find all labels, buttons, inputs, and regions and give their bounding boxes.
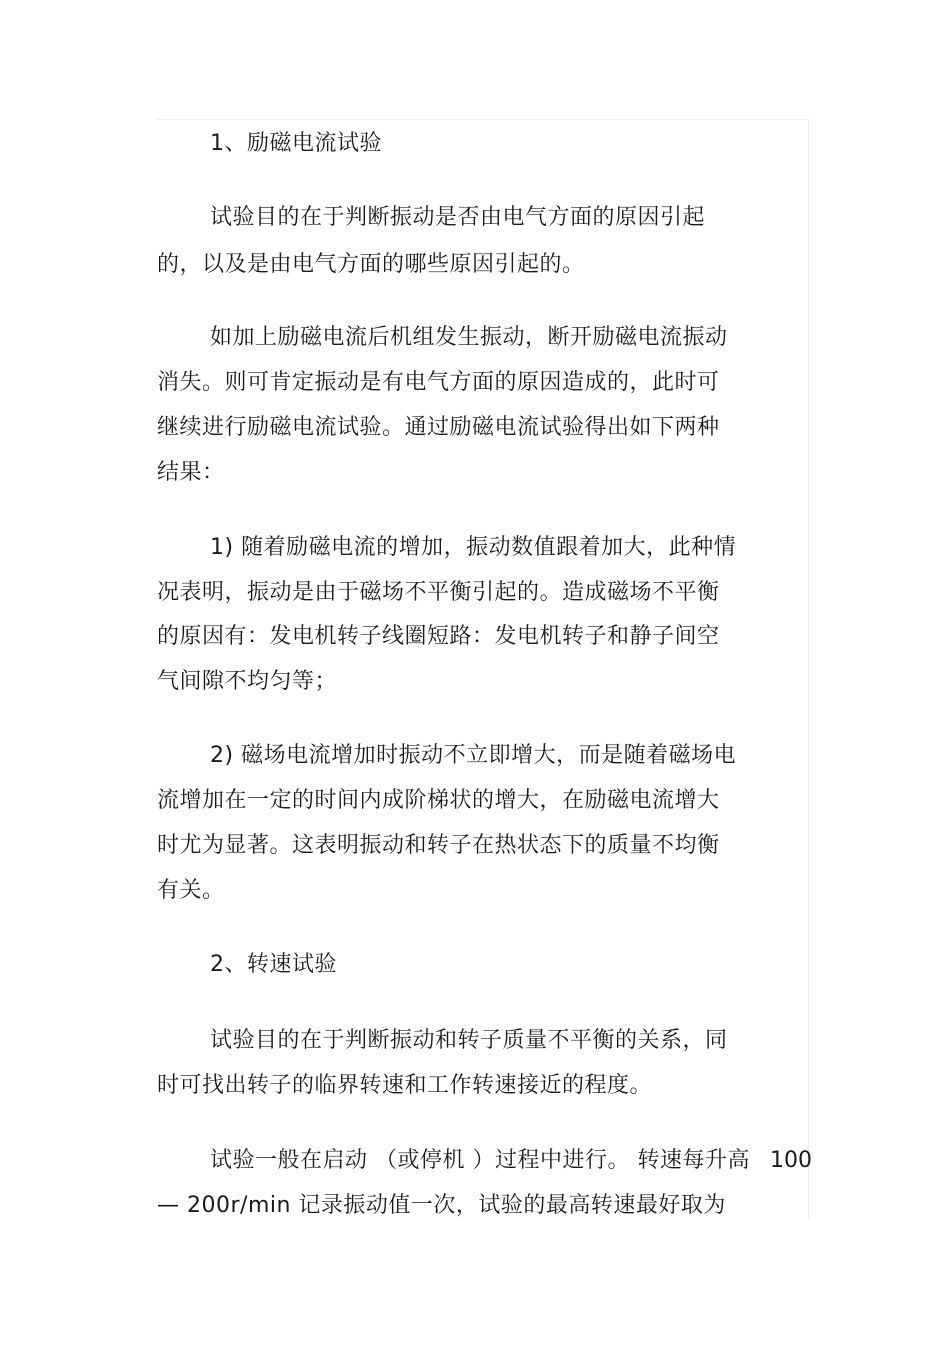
paragraph-line: 2) 磁场电流增加时振动不立即增大，而是随着磁场电 (210, 743, 737, 768)
paragraph-line: 试验目的在于判断振动是否由电气方面的原因引起 (210, 205, 706, 230)
paragraph-line: 1) 随着励磁电流的增加，振动数值跟着加大，此种情 (210, 535, 737, 560)
paragraph-line: 的原因有：发电机转子线圈短路：发电机转子和静子间空 (157, 624, 720, 649)
paragraph-line: 时尤为显著。这表明振动和转子在热状态下的质量不均衡 (157, 833, 720, 858)
paragraph-line: 消失。则可肯定振动是有电气方面的原因造成的，此时可 (157, 370, 720, 395)
paragraph-line: 试验一般在启动 （或停机 ）过程中进行。 转速每升高 (210, 1148, 750, 1173)
paragraph-line: 况表明，振动是由于磁场不平衡引起的。造成磁场不平衡 (157, 580, 720, 605)
paragraph-line: 有关。 (157, 878, 225, 903)
speed-value-text: 100 (770, 1148, 812, 1173)
paragraph-line: 继续进行励磁电流试验。通过励磁电流试验得出如下两种 (157, 415, 720, 440)
paragraph-line: 的，以及是由电气方面的哪些原因引起的。 (157, 252, 585, 277)
paragraph-line: 流增加在一定的时间内成阶梯状的增大，在励磁电流增大 (157, 788, 720, 813)
section-heading-speed-test: 2、转速试验 (210, 952, 337, 977)
paragraph-line: 如加上励磁电流后机组发生振动，断开励磁电流振动 (210, 325, 728, 350)
section-heading-excitation-test: 1、励磁电流试验 (210, 131, 382, 156)
paragraph-line: 试验目的在于判断振动和转子质量不平衡的关系，同 (210, 1028, 728, 1053)
paragraph-line: 气间隙不均匀等； (157, 669, 338, 694)
paragraph-line: — 200r/min 记录振动值一次，试验的最高转速最好取为 (157, 1193, 726, 1218)
paragraph-line: 结果： (157, 460, 225, 485)
paragraph-line: 时可找出转子的临界转速和工作转速接近的程度。 (157, 1073, 653, 1098)
